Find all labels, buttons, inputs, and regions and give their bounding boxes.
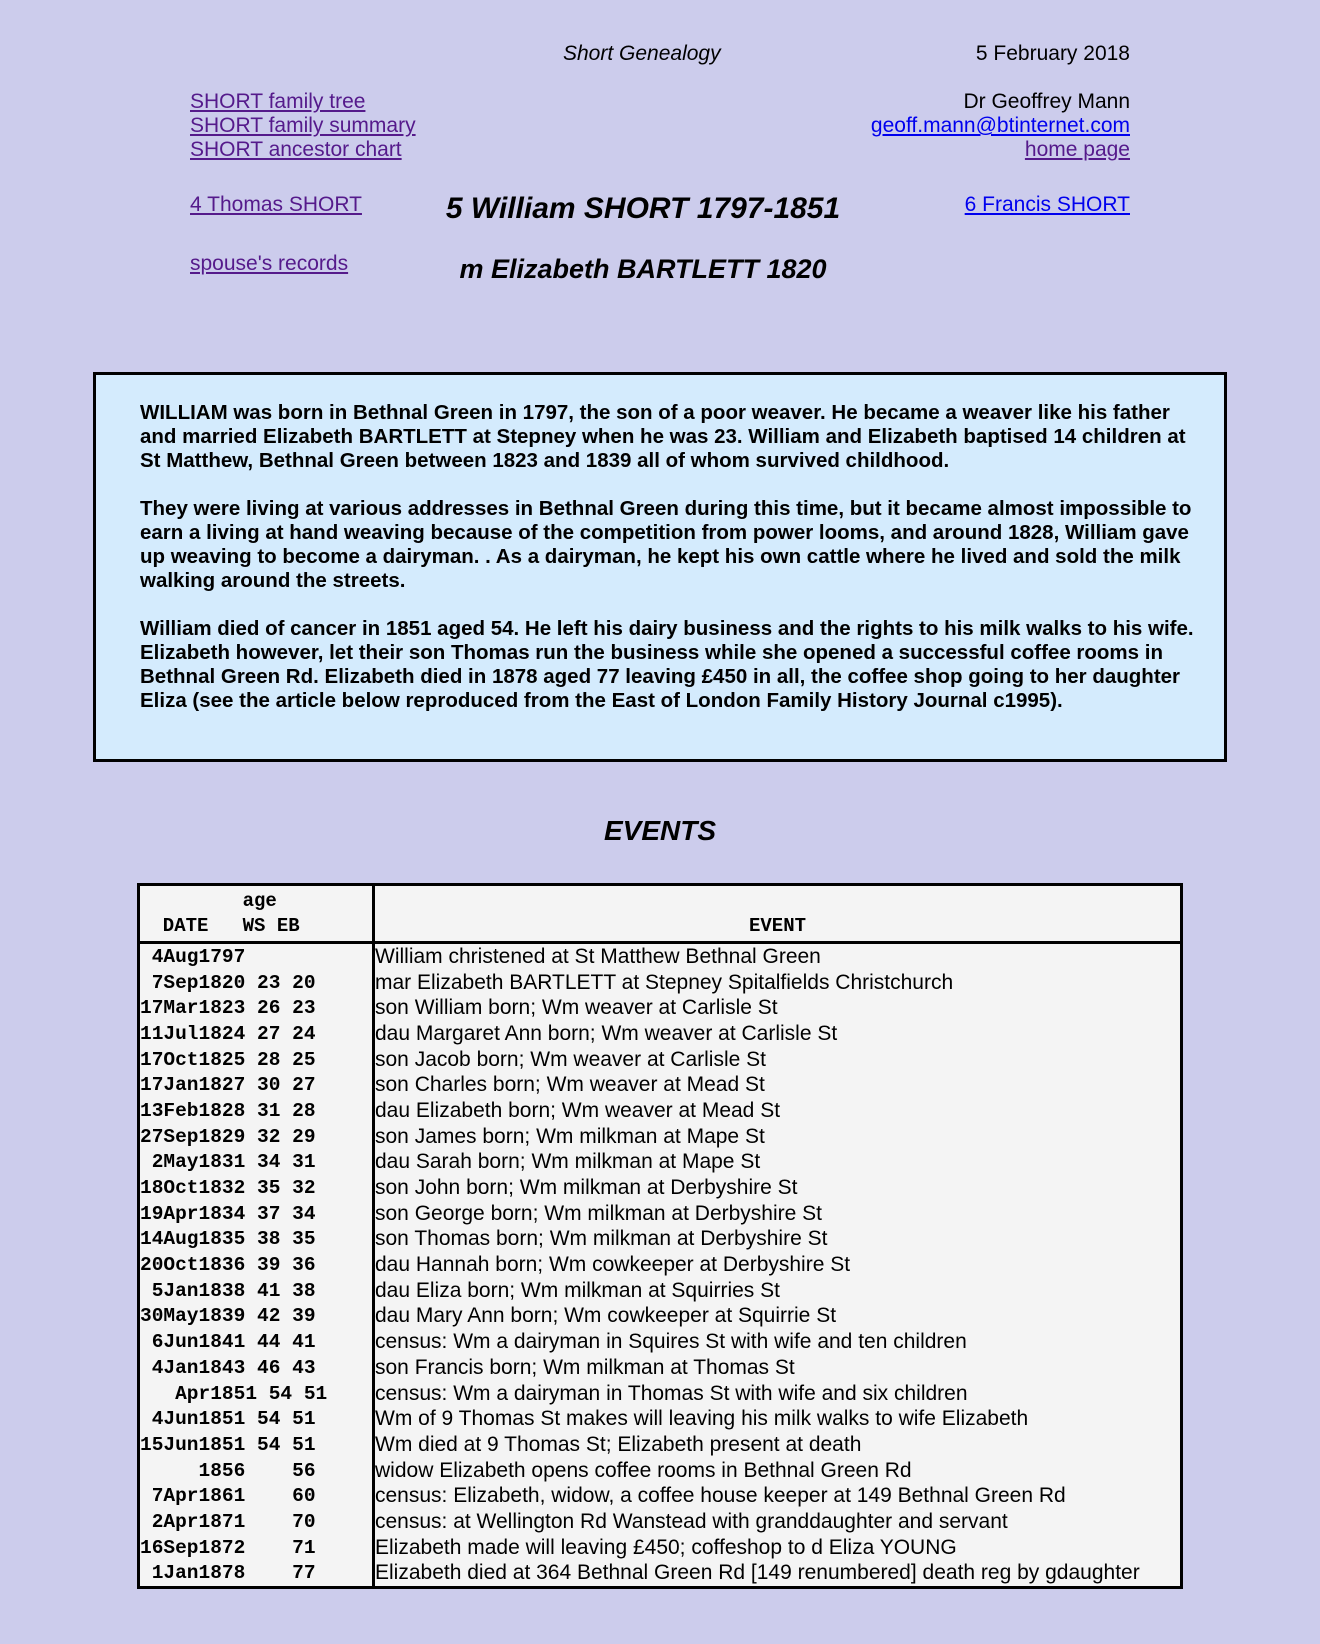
event-description: dau Margaret Ann born; Wm weaver at Carlisle St (375, 1021, 838, 1045)
event-description: dau Hannah born; Wm cowkeeper at Derbyshire St (375, 1253, 851, 1277)
event-row (139, 1432, 1182, 1458)
event-date-age: Apr1851 54 51 (139, 1381, 374, 1407)
event-row (139, 1098, 1182, 1124)
event-description: census: at Wellington Rd Wanstead with granddaughter and servant (375, 1509, 1008, 1533)
event-date-age: 2May1831 34 31 (139, 1150, 374, 1176)
event-row (139, 1535, 1182, 1561)
event-date-age: 19Apr1834 37 34 (139, 1201, 374, 1227)
event-row (139, 1458, 1182, 1484)
date-header: DATE WS EB (140, 915, 300, 937)
spouse-records-link[interactable]: spouse's records (190, 252, 349, 275)
event-description: son John born; Wm milkman at Derbyshire St (375, 1176, 798, 1200)
event-description: mar Elizabeth BARTLETT at Stepney Spitalfields Christchurch (375, 970, 954, 994)
event-date-age: 7Apr1861 60 (139, 1483, 374, 1509)
page-date: 5 February 2018 (975, 42, 1130, 65)
event-description: Elizabeth made will leaving £450; coffeshop to d Eliza YOUNG (375, 1535, 957, 1559)
event-date-age: 6Jun1841 44 41 (139, 1329, 374, 1355)
event-description: census: Wm a dairyman in Squires St with wife and ten children (375, 1330, 967, 1354)
event-date-age: 2Apr1871 70 (139, 1509, 374, 1535)
event-date-age: 7Sep1820 23 20 (139, 970, 374, 996)
event-date-age: 1Jan1878 77 (139, 1561, 374, 1588)
date-age-header (139, 885, 374, 943)
ancestor-chart-link[interactable]: SHORT ancestor chart (190, 138, 402, 161)
age-header: age (140, 890, 277, 912)
event-description: census: Wm a dairyman in Thomas St with wife and six children (375, 1381, 968, 1405)
event-row (139, 1124, 1182, 1150)
family-summary-link[interactable]: SHORT family summary (190, 114, 416, 137)
event-description: Elizabeth died at 364 Bethnal Green Rd [149 renumbered] death reg by gdaughter (375, 1561, 1140, 1585)
event-date-age: 13Feb1828 31 28 (139, 1098, 374, 1124)
event-date-age: 11Jul1824 27 24 (139, 1021, 374, 1047)
event-date-age: 17Oct1825 28 25 (139, 1047, 374, 1073)
event-description: son George born; Wm milkman at Derbyshire St (375, 1201, 822, 1225)
event-row (139, 1047, 1182, 1073)
event-row (139, 1175, 1182, 1201)
event-row (139, 1150, 1182, 1176)
events-table (137, 883, 1183, 1589)
event-row (139, 1406, 1182, 1432)
marriage-title: m Elizabeth BARTLETT 1820 (459, 254, 827, 284)
event-row (139, 1201, 1182, 1227)
event-date-age: 20Oct1836 39 36 (139, 1252, 374, 1278)
event-date-age: 30May1839 42 39 (139, 1304, 374, 1330)
prev-person-link[interactable]: 4 Thomas SHORT (190, 193, 362, 216)
event-row (139, 1561, 1182, 1588)
event-description: son Francis born; Wm milkman at Thomas St (375, 1355, 795, 1379)
event-description: widow Elizabeth opens coffee rooms in Bethnal Green Rd (375, 1458, 912, 1482)
next-person-link[interactable]: 6 Francis SHORT (964, 193, 1130, 216)
events-header-row (139, 885, 1182, 943)
event-description: Wm of 9 Thomas St makes will leaving his milk walks to wife Elizabeth (375, 1407, 1029, 1431)
event-date-age: 14Aug1835 38 35 (139, 1227, 374, 1253)
event-row (139, 1304, 1182, 1330)
event-row (139, 995, 1182, 1021)
event-description: dau Mary Ann born; Wm cowkeeper at Squirrie St (375, 1304, 837, 1328)
event-date-age: 16Sep1872 71 (139, 1535, 374, 1561)
bio-paragraph: WILLIAM was born in Bethnal Green in 1797, the son of a poor weaver. He became a weaver like his father and married Elizabeth BARTLETT at Stepney when he was 23. William and Elizabeth baptised 14 children at St Matthew, Bethnal Green between 1823 and 1839 all of whom survived childhood. (140, 401, 1186, 472)
family-links (190, 90, 416, 162)
email-link[interactable]: geoff.mann@btinternet.com (870, 114, 1130, 137)
event-row (139, 943, 1182, 970)
event-header: EVENT (374, 885, 1182, 943)
events-heading: EVENTS (603, 815, 717, 846)
author-name: Dr Geoffrey Mann (963, 90, 1130, 113)
event-description: son William born; Wm weaver at Carlisle St (375, 996, 778, 1020)
event-date-age: 27Sep1829 32 29 (139, 1124, 374, 1150)
event-date-age: 4Aug1797 (139, 943, 374, 970)
event-description: son Jacob born; Wm weaver at Carlisle St (375, 1047, 766, 1071)
event-row (139, 1252, 1182, 1278)
person-title: 5 William SHORT 1797-1851 (445, 192, 841, 225)
event-row (139, 970, 1182, 996)
event-date-age: 4Jun1851 54 51 (139, 1406, 374, 1432)
event-description: census: Elizabeth, widow, a coffee house keeper at 149 Bethnal Green Rd (375, 1484, 1066, 1508)
event-description: son Thomas born; Wm milkman at Derbyshire St (375, 1227, 828, 1251)
event-description: Wm died at 9 Thomas St; Elizabeth present at death (375, 1432, 862, 1456)
event-row (139, 1355, 1182, 1381)
event-date-age: 15Jun1851 54 51 (139, 1432, 374, 1458)
event-row (139, 1483, 1182, 1509)
event-row (139, 1278, 1182, 1304)
event-date-age: 18Oct1832 35 32 (139, 1175, 374, 1201)
event-date-age: 1856 56 (139, 1458, 374, 1484)
event-date-age: 17Mar1823 26 23 (139, 995, 374, 1021)
event-row (139, 1329, 1182, 1355)
event-row (139, 1509, 1182, 1535)
events-body (139, 943, 1182, 1588)
event-row (139, 1021, 1182, 1047)
event-row (139, 1072, 1182, 1098)
event-description: son Charles born; Wm weaver at Mead St (375, 1073, 765, 1097)
family-tree-link[interactable]: SHORT family tree (190, 90, 366, 113)
event-row (139, 1381, 1182, 1407)
event-description: dau Elizabeth born; Wm weaver at Mead St (375, 1098, 781, 1122)
event-date-age: 4Jan1843 46 43 (139, 1355, 374, 1381)
event-description: dau Sarah born; Wm milkman at Mape St (375, 1150, 761, 1174)
event-date-age: 5Jan1838 41 38 (139, 1278, 374, 1304)
event-description: son James born; Wm milkman at Mape St (375, 1124, 765, 1148)
site-title: Short Genealogy (563, 42, 721, 65)
event-description: William christened at St Matthew Bethnal Green (375, 944, 821, 968)
event-date-age: 17Jan1827 30 27 (139, 1072, 374, 1098)
event-description: dau Eliza born; Wm milkman at Squirries St (375, 1278, 780, 1302)
biography-box (93, 372, 1227, 762)
author-block (871, 90, 1130, 162)
event-row (139, 1227, 1182, 1253)
bio-paragraph: William died of cancer in 1851 aged 54. He left his dairy business and the rights to his milk walks to his wife. Elizabeth however, let their son Thomas run the business while she opened a successful coffee rooms in Bethnal Green Rd. Elizabeth died in 1878 aged 77 leaving £450 in all, the coffee shop going to her daughter Eliza (see the article below reproduced from the East of London Family History Journal c1995). (140, 617, 1194, 712)
home-page-link[interactable]: home page (1024, 138, 1130, 161)
bio-paragraph: They were living at various addresses in Bethnal Green during this time, but it became almost impossible to earn a living at hand weaving because of the competition from power looms, and around 1828, William gave up weaving to become a dairyman. . As a dairyman, he kept his own cattle where he lived and sold the milk walking around the streets. (140, 497, 1192, 592)
